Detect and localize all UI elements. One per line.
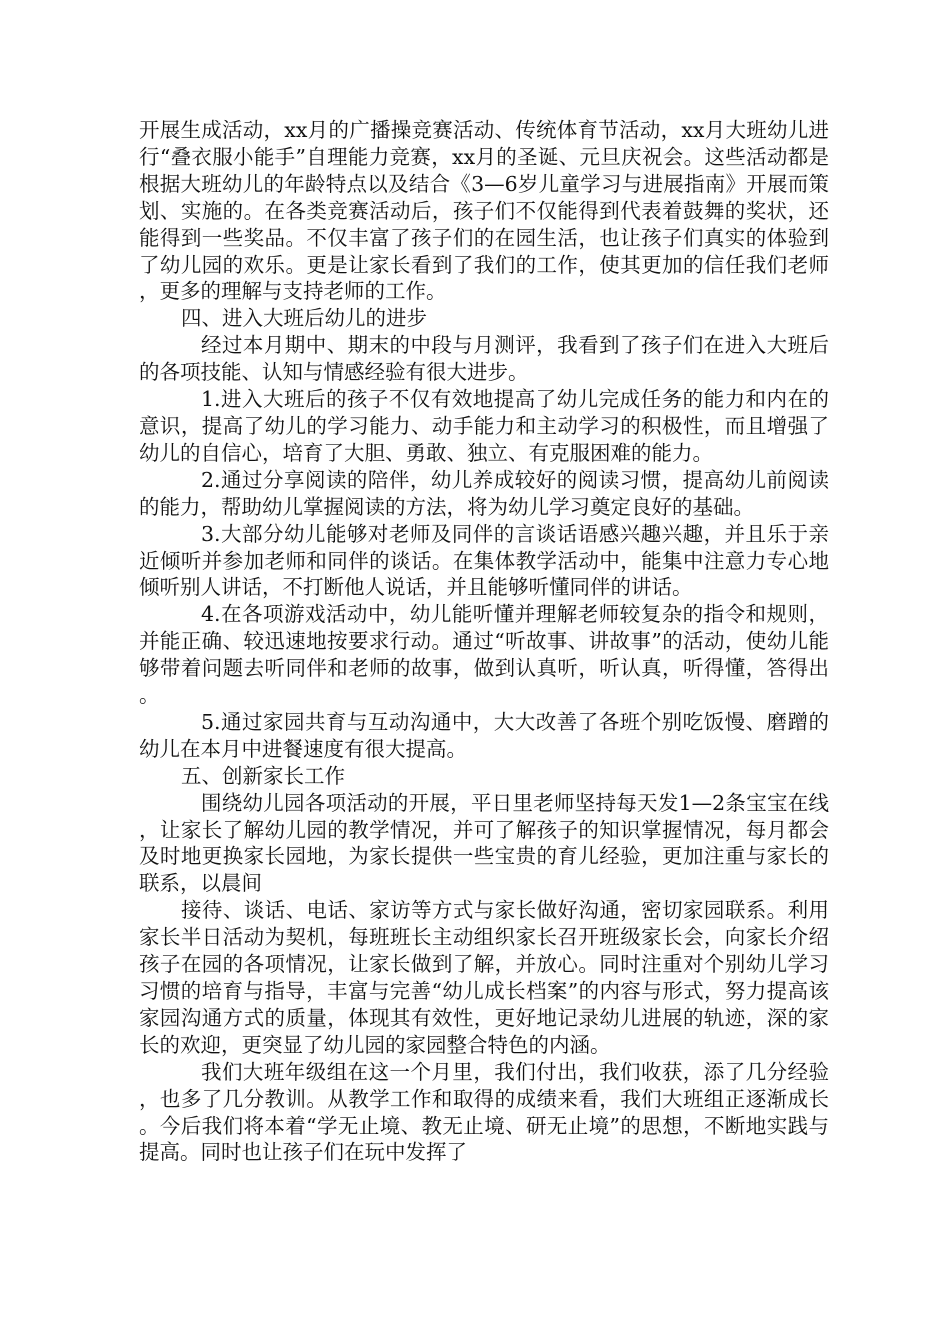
list-item-progress-2: 2.通过分享阅读的陪伴，幼儿养成较好的阅读习惯，提高幼儿前阅读的能力，帮助幼儿掌握阅读的方法，将为幼儿学习奠定良好的基础。	[139, 467, 829, 519]
paragraph-parent-communication: 接待、谈话、电话、家访等方式与家长做好沟通，密切家园联系。利用家长半日活动为契机，每班班长主动组织家长召开班级家长会，向家长介绍孩子在园的各项情况，让家长做到了解，并放心。同时注重对个别幼儿学习习惯的培育与指导，丰富与完善“幼儿成长档案”的内容与形式，努力提高该家园沟通方式的质量，体现其有效性，更好地记录幼儿进展的轨迹，深的家长的欢迎，更突显了幼儿园的家园整合特色的内涵。	[139, 898, 829, 1057]
document-body	[139, 117, 829, 1166]
list-item-progress-1: 1.进入大班后的孩子不仅有效地提高了幼儿完成任务的能力和内在的意识，提高了幼儿的学习能力、动手能力和主动学习的积极性，而且增强了幼儿的自信心，培育了大胆、勇敢、独立、有克服困难的能力。	[139, 387, 829, 465]
paragraph-activities-summary: 开展生成活动，xx月的广播操竞赛活动、传统体育节活动，xx月大班幼儿进行“叠衣服小能手”自理能力竞赛，xx月的圣诞、元旦庆祝会。这些活动都是根据大班幼儿的年龄特点以及结合《3—6岁儿童学习与进展指南》开展而策划、实施的。在各类竞赛活动后，孩子们不仅能得到代表着鼓舞的奖状，还能得到一些奖品。不仅丰富了孩子们的在园生活，也让孩子们真实的体验到了幼儿园的欢乐。更是让家长看到了我们的工作，使其更加的信任我们老师，更多的理解与支持老师的工作。	[139, 118, 829, 304]
list-item-progress-5: 5.通过家园共育与互动沟通中，大大改善了各班个别吃饭慢、磨蹭的幼儿在本月中进餐速度有很大提高。	[139, 709, 829, 761]
list-item-progress-4: 4.在各项游戏活动中，幼儿能听懂并理解老师较复杂的指令和规则，并能正确、较迅速地按要求行动。通过“听故事、讲故事”的活动，使幼儿能够带着问题去听同伴和老师的故事，做到认真听，听认真，听得懂，答得出。	[139, 602, 829, 708]
section-heading-parent-work: 五、创新家长工作	[181, 763, 345, 788]
paragraph-parent-work: 围绕幼儿园各项活动的开展，平日里老师坚持每天发1—2条宝宝在线，让家长了解幼儿园的教学情况，并可了解孩子的知识掌握情况，每月都会及时地更换家长园地，为家长提供一些宝贵的育儿经验，更加注重与家长的联系，以晨间	[139, 790, 829, 896]
paragraph-conclusion: 我们大班年级组在这一个月里，我们付出，我们收获，添了几分经验，也多了几分教训。从教学工作和取得的成绩来看，我们大班组正逐渐成长。今后我们将本着“学无止境、教无止境、研无止境”的思想，不断地实践与提高。同时也让孩子们在玩中发挥了	[139, 1059, 829, 1165]
paragraph-progress-intro: 经过本月期中、期末的中段与月测评，我看到了孩子们在进入大班后的各项技能、认知与情感经验有很大进步。	[139, 333, 829, 385]
list-item-progress-3: 3.大部分幼儿能够对老师及同伴的言谈话语感兴趣兴趣，并且乐于亲近倾听并参加老师和同伴的谈话。在集体教学活动中，能集中注意力专心地倾听别人讲话，不打断他人说话，并且能够听懂同伴的讲话。	[139, 521, 829, 600]
section-heading-progress: 四、进入大班后幼儿的进步	[181, 306, 427, 331]
